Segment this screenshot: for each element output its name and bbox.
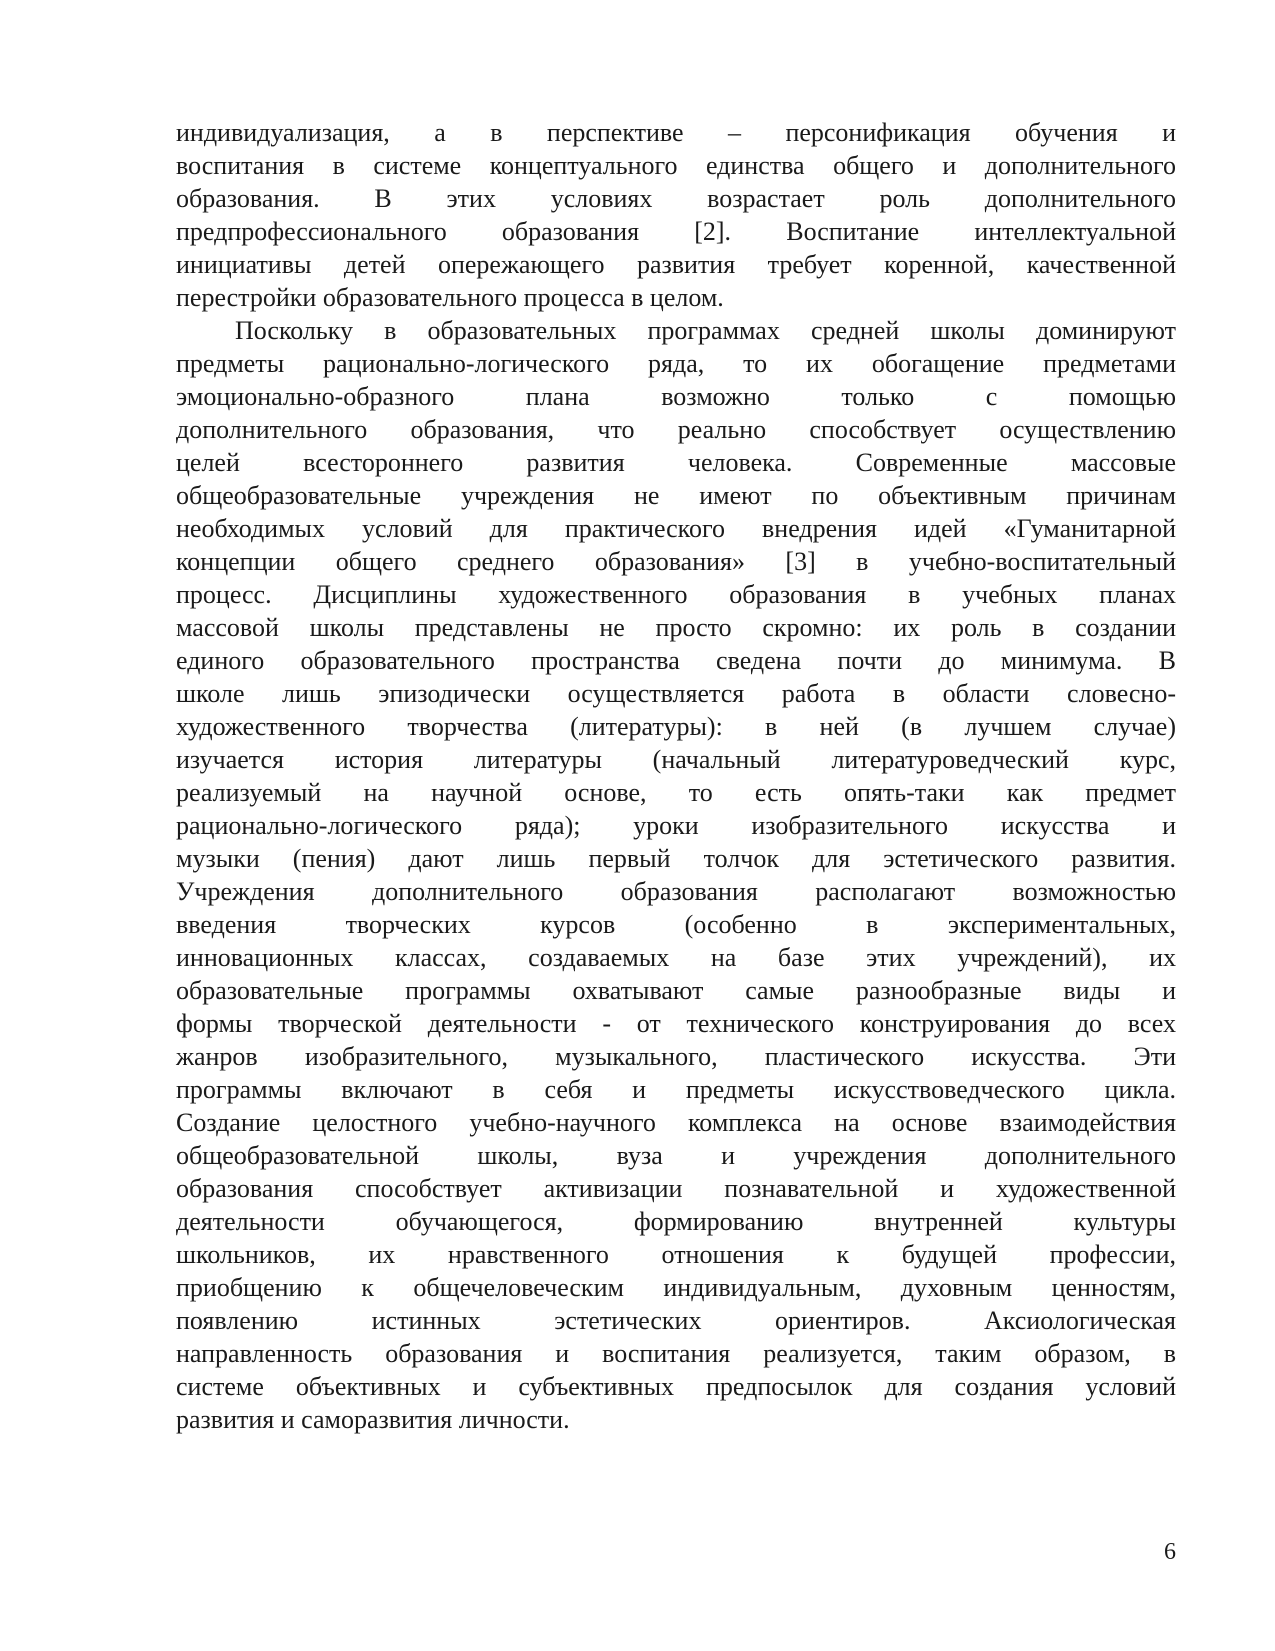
text-line: изучается история литературы (начальный литературоведческий курс,: [176, 745, 1176, 774]
text-line: общеобразовательные учреждения не имеют по объективным причинам: [176, 481, 1176, 510]
text-line: единого образовательного пространства сведена почти до минимума. В: [176, 646, 1176, 675]
text-line: целей всестороннего развития человека. Современные массовые: [176, 448, 1176, 477]
text-line: инициативы детей опережающего развития требует коренной, качественной: [176, 250, 1176, 279]
text-line: направленность образования и воспитания реализуется, таким образом, в: [176, 1339, 1176, 1368]
text-line: формы творческой деятельности - от технического конструирования до всех: [176, 1009, 1176, 1038]
text-line: школе лишь эпизодически осуществляется работа в области словесно-: [176, 679, 1176, 708]
paragraph-2: [176, 314, 1176, 1436]
text-line: предметы рационально-логического ряда, то их обогащение предметами: [176, 349, 1176, 378]
text-line: введения творческих курсов (особенно в экспериментальных,: [176, 910, 1176, 939]
text-line: появлению истинных эстетических ориентиров. Аксиологическая: [176, 1306, 1176, 1335]
text-line: дополнительного образования, что реально способствует осуществлению: [176, 415, 1176, 444]
text-line: массовой школы представлены не просто скромно: их роль в создании: [176, 613, 1176, 642]
text-line: музыки (пения) дают лишь первый толчок для эстетического развития.: [176, 844, 1176, 873]
text-line: жанров изобразительного, музыкального, пластического искусства. Эти: [176, 1042, 1176, 1071]
text-line: необходимых условий для практического внедрения идей «Гуманитарной: [176, 514, 1176, 543]
text-line: Учреждения дополнительного образования располагают возможностью: [176, 877, 1176, 906]
text-line: эмоционально-образного плана возможно только с помощью: [176, 382, 1176, 411]
text-line: программы включают в себя и предметы искусствоведческого цикла.: [176, 1075, 1176, 1104]
text-line: развития и саморазвития личности.: [176, 1405, 570, 1434]
body-text: [176, 116, 1176, 1436]
text-line: общеобразовательной школы, вуза и учреждения дополнительного: [176, 1141, 1176, 1170]
text-line: образования. В этих условиях возрастает роль дополнительного: [176, 184, 1176, 213]
text-line: реализуемый на научной основе, то есть опять-таки как предмет: [176, 778, 1176, 807]
text-line: образования способствует активизации познавательной и художественной: [176, 1174, 1176, 1203]
text-line: Поскольку в образовательных программах средней школы доминируют: [235, 316, 1176, 345]
text-line: приобщению к общечеловеческим индивидуальным, духовным ценностям,: [176, 1273, 1176, 1302]
text-line: деятельности обучающегося, формированию внутренней культуры: [176, 1207, 1176, 1236]
text-line: художественного творчества (литературы): в ней (в лучшем случае): [176, 712, 1176, 741]
text-line: образовательные программы охватывают самые разнообразные виды и: [176, 976, 1176, 1005]
text-line: концепции общего среднего образования» [3] в учебно-воспитательный: [176, 547, 1176, 576]
text-line: школьников, их нравственного отношения к будущей профессии,: [176, 1240, 1176, 1269]
text-line: предпрофессионального образования [2]. Воспитание интеллектуальной: [176, 217, 1176, 246]
text-line: перестройки образовательного процесса в целом.: [176, 283, 724, 312]
text-line: системе объективных и субъективных предпосылок для создания условий: [176, 1372, 1176, 1401]
text-line: воспитания в системе концептуального единства общего и дополнительного: [176, 151, 1176, 180]
text-line: инновационных классах, создаваемых на базе этих учреждений), их: [176, 943, 1176, 972]
text-line: Создание целостного учебно-научного комплекса на основе взаимодействия: [176, 1108, 1176, 1137]
text-line: рационально-логического ряда); уроки изобразительного искусства и: [176, 811, 1176, 840]
text-line: индивидуализация, а в перспективе – персонификация обучения и: [176, 118, 1176, 147]
text-line: процесс. Дисциплины художественного образования в учебных планах: [176, 580, 1176, 609]
page-number: 6: [1164, 1539, 1176, 1565]
paragraph-1: [176, 116, 1176, 314]
